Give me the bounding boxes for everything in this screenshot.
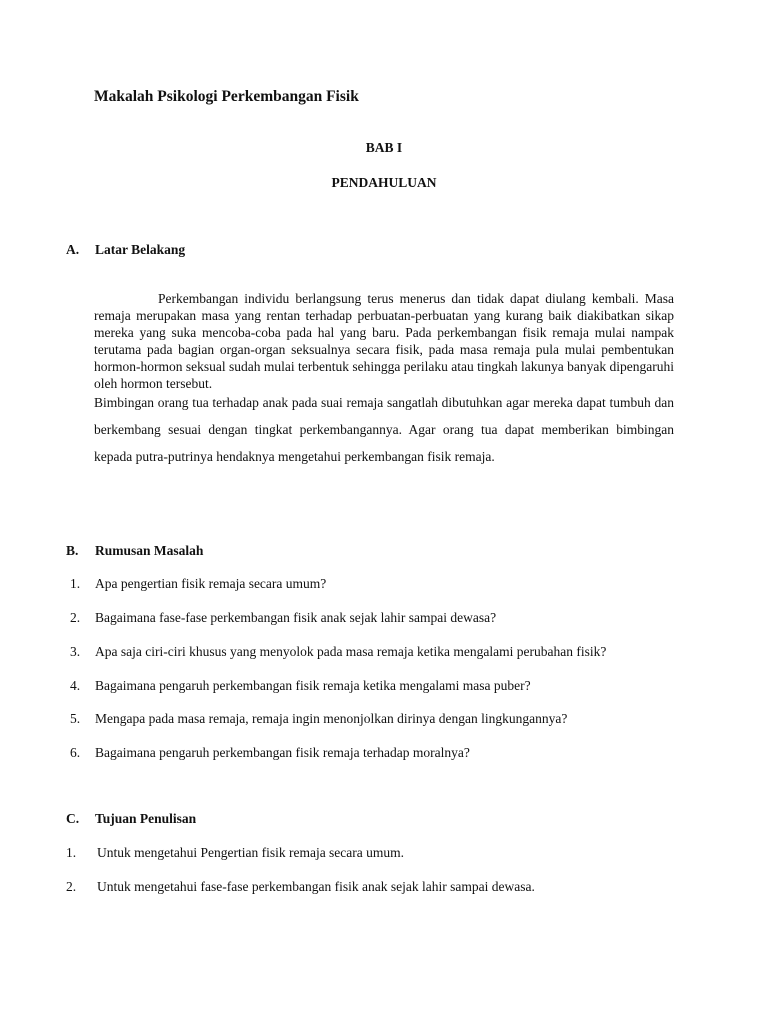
document-title: Makalah Psikologi Perkembangan Fisik: [94, 88, 359, 105]
list-item-text: Bagaimana fase-fase perkembangan fisik anak sejak lahir sampai dewasa?: [95, 610, 497, 625]
list-item-text: Mengapa pada masa remaja, remaja ingin menonjolkan dirinya dengan lingkungannya?: [95, 711, 568, 726]
section-a-title: Latar Belakang: [95, 242, 186, 257]
list-item: [70, 576, 326, 592]
list-item-number: 1.: [70, 576, 81, 591]
list-item-text: Apa pengertian fisik remaja secara umum?: [95, 576, 327, 591]
list-item-number: 1.: [66, 845, 77, 860]
chapter-label: BAB I: [365, 140, 403, 155]
list-item: [66, 845, 404, 861]
list-item: [66, 879, 535, 895]
list-item-number: 4.: [70, 678, 81, 693]
list-item-text: Bagaimana pengaruh perkembangan fisik remaja ketika mengalami masa puber?: [95, 678, 531, 693]
section-c-letter: C.: [66, 811, 80, 826]
list-item-text: Bagaimana pengaruh perkembangan fisik remaja terhadap moralnya?: [95, 745, 470, 760]
section-b-heading: [66, 543, 203, 559]
section-b-title: Rumusan Masalah: [95, 543, 204, 558]
list-item: [70, 678, 531, 694]
list-item-text: Untuk mengetahui fase-fase perkembangan fisik anak sejak lahir sampai dewasa.: [97, 879, 535, 894]
list-item-text: Untuk mengetahui Pengertian fisik remaja secara umum.: [97, 845, 405, 860]
section-a-letter: A.: [66, 242, 80, 257]
list-item-number: 3.: [70, 644, 81, 659]
list-item-number: 5.: [70, 711, 81, 726]
list-item-text: Apa saja ciri-ciri khusus yang menyolok pada masa remaja ketika mengalami perubahan fisik?: [95, 644, 607, 659]
list-item: [70, 745, 470, 761]
section-a-paragraph-1: [94, 290, 674, 392]
list-item: [70, 711, 567, 727]
list-item-number: 2.: [66, 879, 77, 894]
section-b-letter: B.: [66, 543, 79, 558]
section-a-heading: [66, 242, 185, 258]
paragraph-1-text: Perkembangan individu berlangsung terus menerus dan tidak dapat diulang kembali. Masa remaja merupakan masa yang rentan terhadap perbuatan-perbuatan yang kurang baik diakibatkan sikap mereka yang suka mencoba-coba pada hal yang baru. Pada perkembangan fisik remaja mulai nampak terutama pada bagian organ-organ seksualnya secara fisik, pada masa remaja pula mulai pembentukan hormon-hormon seksual sudah mulai terbentuk sehingga perilaku atau tingkah lakunya banyak dipengaruhi oleh hormon tersebut.: [94, 291, 674, 391]
section-c-heading: [66, 811, 196, 827]
list-item-number: 6.: [70, 745, 81, 760]
section-a-paragraph-2: Bimbingan orang tua terhadap anak pada suai remaja sangatlah dibutuhkan agar mereka dapat tumbuh dan berkembang sesuai dengan tingkat perkembangannya. Agar orang tua dapat memberikan bimbingan kepada putra-putrinya hendaknya mengetahui perkembangan fisik remaja.: [94, 395, 674, 464]
section-c-title: Tujuan Penulisan: [95, 811, 197, 826]
list-item: [70, 610, 496, 626]
list-item-number: 2.: [70, 610, 81, 625]
list-item: [70, 644, 606, 660]
chapter-title: PENDAHULUAN: [331, 175, 437, 190]
